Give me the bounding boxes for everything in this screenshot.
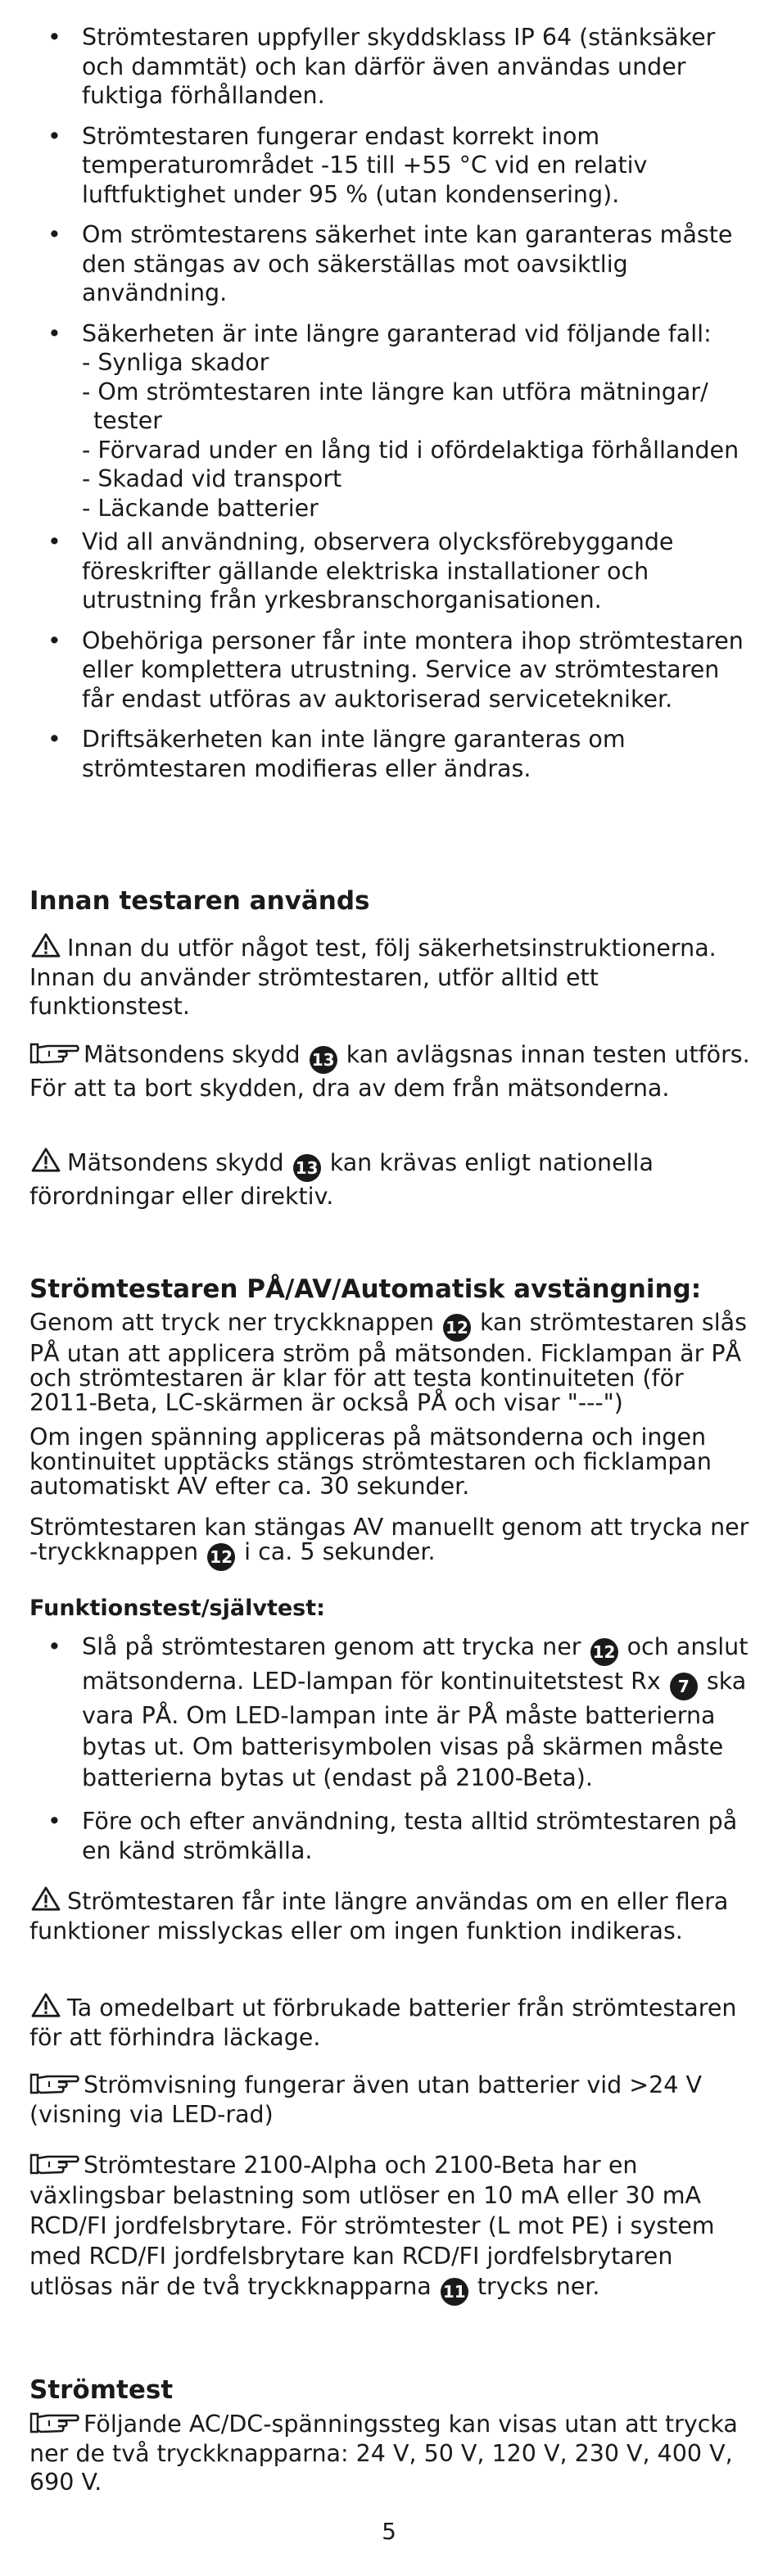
body-paragraph: Genom att tryck ner tryckknappen 12 kan strömtestaren slås PÅ utan att applicera ström på mätsonden. Ficklampan är PÅ och strömtestaren är klar för att testa kontinuiteten (för 2011-Beta, LC-skärmen är också PÅ och visar "---") <box>29 1309 747 1416</box>
callout-number: 12 <box>207 1543 235 1571</box>
warning-paragraph: Ta omedelbart ut förbrukade batterier från strömtestaren för att förhindra läckage. <box>29 1992 750 2052</box>
warning-paragraph: Strömtestaren får inte längre användas om en eller flera funktioner misslyckas eller om ingen funktion indikeras. <box>29 1886 750 1945</box>
sub-item: - Skadad vid transport <box>82 465 342 492</box>
pointing-hand-icon <box>29 2152 80 2176</box>
list-item: • Vid all användning, observera olycksförebyggande föreskrifter gällande elektriska installationer och utrustning från yrkesbranschorganisationen. <box>47 528 674 613</box>
pointing-hand-icon <box>29 2071 80 2096</box>
warning-triangle-icon <box>29 1886 62 1912</box>
sub-item: - Förvarad under en lång tid i ofördelaktiga förhållanden <box>82 436 740 464</box>
page-number: 5 <box>382 2518 396 2545</box>
sub-item: - Läckande batterier <box>82 494 319 522</box>
list-item: • Om strömtestarens säkerhet inte kan garanteras måste den stängas av och säkerställas mot oavsiktlig användning. <box>47 221 733 306</box>
warning-triangle-icon <box>29 932 62 958</box>
callout-number: 13 <box>293 1154 321 1182</box>
callout-number: 12 <box>590 1638 618 1666</box>
list-item: • Före och efter användning, testa alltid strömtestaren på en känd strömkälla. <box>47 1808 738 1864</box>
section-heading: Innan testaren används <box>29 886 370 916</box>
warning-paragraph: Innan du utför något test, följ säkerhetsinstruktionerna. Innan du använder strömtestaren, utför alltid ett funktionstest. <box>29 932 750 1021</box>
list-item: • Strömtestaren uppfyller skyddsklass IP 64 (stänksäker och dammtät) och kan därför även användas under fuktiga förhållanden. <box>47 24 716 109</box>
list-item: • Slå på strömtestaren genom att trycka ner 12 och anslut mätsonderna. LED-lampan för kontinuitetstest Rx 7 ska vara PÅ. Om LED-lampan inte är PÅ måste batterierna bytas ut. Om batterisymbolen visas på skärmen måste batterierna bytas ut (endast på 2100-Beta). <box>47 1633 749 1791</box>
body-paragraph: Strömtestaren kan stängas AV manuellt genom att trycka ner -tryckknappen 12 i ca. 5 sekunder. <box>29 1515 750 1571</box>
sub-item: - Om strömtestaren inte längre kan utföra mätningar/ tester <box>82 378 708 434</box>
note-paragraph: Följande AC/DC-spänningssteg kan visas utan att trycka ner de två tryckknapparna: 24 V, 50 V, 120 V, 230 V, 400 V, 690 V. <box>29 2411 738 2496</box>
section-heading: Strömtestaren PÅ/AV/Automatisk avstängning: <box>29 1274 702 1304</box>
note-paragraph: Mätsondens skydd 13 kan avlägsnas innan testen utförs. För att ta bort skydden, dra av dem från mätsonderna. <box>29 1041 750 1102</box>
note-paragraph: Strömtestare 2100-Alpha och 2100-Beta har en växlingsbar belastning som utlöser en 10 mA eller 30 mA RCD/FI jordfelsbrytare. För strömtester (L mot PE) i system med RCD/FI jordfelsbrytare kan RCD/FI jordfelsbrytaren utlösas när de två tryckknapparna 11 trycks ner. <box>29 2150 750 2306</box>
safety-bullet-list <box>29 23 750 795</box>
note-paragraph: Strömvisning fungerar även utan batterier vid >24 V (visning via LED-rad) <box>29 2071 702 2128</box>
warning-triangle-icon <box>29 1147 62 1173</box>
subsection-heading: Funktionstest/självtest: <box>29 1596 325 1621</box>
list-item: • Obehöriga personer får inte montera ihop strömtestaren eller komplettera utrustning. Service av strömtestaren får endast utföras av auktoriserad servicetekniker. <box>47 627 744 713</box>
warning-triangle-icon <box>29 1992 62 2018</box>
callout-number: 12 <box>443 1314 471 1342</box>
list-item: • Driftsäkerheten kan inte längre garanteras om strömtestaren modifieras eller ändras. <box>47 726 626 782</box>
sub-item: - Synliga skador <box>82 349 269 376</box>
callout-number: 13 <box>310 1046 337 1074</box>
list-item: • Säkerheten är inte längre garanterad vid följande fall: - Synliga skador - Om strömtestaren inte längre kan utföra mätningar/ tester - Förvarad under en lång tid i ofördelaktiga förhållanden - Skadad vid transport - Läckande batterier <box>29 319 750 523</box>
callout-number: 11 <box>441 2278 468 2306</box>
selftest-bullet-list <box>29 1632 750 1877</box>
pointing-hand-icon <box>29 1041 80 1066</box>
body-paragraph: Om ingen spänning appliceras på mätsonderna och ingen kontinuitet upptäcks stängs strömtestaren och ficklampan automatiskt AV efter ca. 30 sekunder. <box>29 1424 712 1500</box>
callout-number: 7 <box>670 1673 698 1700</box>
list-item: • Strömtestaren fungerar endast korrekt inom temperaturområdet -15 till +55 °C vid en relativ luftfuktighet under 95 % (utan kondensering). <box>47 122 648 208</box>
pointing-hand-icon <box>29 2411 80 2435</box>
section-heading: Strömtest <box>29 2375 174 2405</box>
warning-paragraph: Mätsondens skydd 13 kan krävas enligt nationella förordningar eller direktiv. <box>29 1147 750 1211</box>
